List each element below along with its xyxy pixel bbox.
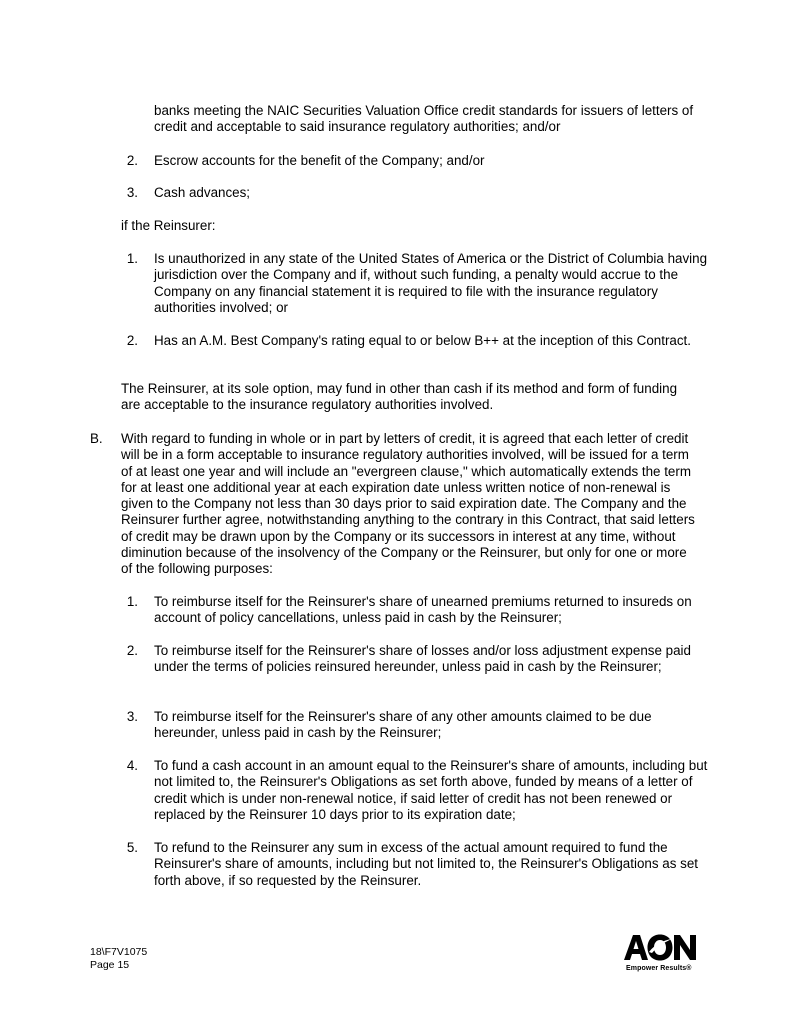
document-id: 18\F7V1075 (90, 946, 148, 958)
section-b-paragraph: With regard to funding in whole or in part by letters of credit, it is agreed that each letter of credit will be in a form acceptable to insurance regulatory authorities involved, will be issued for a term of at least one year and will include an "evergreen clause," which automatically extends the term for at least one additional year at each expiration date unless written notice of non-renewal is given to the Company not less than 30 days prior to said expiration date. The Company and the Reinsurer further agree, notwithstanding anything to the contrary in this Contract, that said letters of credit may be drawn upon by the Company or its successors in interest at any time, without diminution because of the insolvency of the Company or the Reinsurer, but only for one or more of the following purposes: (121, 431, 695, 577)
list-number: 5. (126, 840, 138, 855)
list-number: 2. (126, 153, 138, 168)
list-item-text: Is unauthorized in any state of the United States of America or the District of Columbia having jurisdiction over the Company and if, without such funding, a penalty would accrue to the Company on any financial statement it is required to file with the insurance regulatory authorities involved; or (154, 251, 708, 315)
list-item-continuation (154, 103, 709, 136)
list-item-text: Escrow accounts for the benefit of the Company; and/or (154, 153, 485, 168)
list-number: 4. (126, 758, 138, 773)
list-item-text: Has an A.M. Best Company's rating equal to or below B++ at the inception of this Contract. (154, 333, 691, 348)
logo-tagline: Empower Results® (626, 965, 692, 972)
page-number: Page 15 (90, 959, 130, 971)
list-item-text: Cash advances; (154, 185, 251, 200)
list-number: 3. (126, 709, 138, 724)
aon-logo-mark (624, 935, 696, 961)
list-item-text: To reimburse itself for the Reinsurer's share of losses and/or loss adjustment expense paid under the terms of policies reinsured hereunder, unless paid in cash by the Reinsurer; (154, 643, 691, 675)
list-number: 2. (126, 643, 138, 658)
list-item-text: banks meeting the NAIC Securities Valuation Office credit standards for issuers of letters of credit and acceptable to said insurance regulatory authorities; and/or (154, 103, 694, 135)
list-item-text: To fund a cash account in an amount equal to the Reinsurer's share of amounts, including but not limited to, the Reinsurer's Obligations as set forth above, funded by means of a letter of credit which is under non-renewal notice, if said letter of credit has not been renewed or replaced by the Reinsurer 10 days prior to its expiration date; (154, 758, 708, 822)
list-number: 1. (126, 594, 138, 609)
list-number: 1. (126, 251, 138, 266)
paragraph: The Reinsurer, at its sole option, may fund in other than cash if its method and form of funding are acceptable to the insurance regulatory authorities involved. (121, 381, 678, 413)
list-item-text: To reimburse itself for the Reinsurer's share of unearned premiums returned to insureds on account of policy cancellations, unless paid in cash by the Reinsurer; (154, 594, 692, 626)
section-letter: B. (90, 431, 103, 446)
list-item-text: To reimburse itself for the Reinsurer's share of any other amounts claimed to be due hereunder, unless paid in cash by the Reinsurer; (154, 709, 652, 741)
list-number: 3. (126, 185, 138, 200)
paragraph: if the Reinsurer: (121, 218, 216, 233)
list-item-text: To refund to the Reinsurer any sum in excess of the actual amount required to fund the Reinsurer's share of amounts, including but not limited to, the Reinsurer's Obligations as set forth above, if so requested by the Reinsurer. (154, 840, 698, 888)
list-number: 2. (126, 333, 138, 348)
